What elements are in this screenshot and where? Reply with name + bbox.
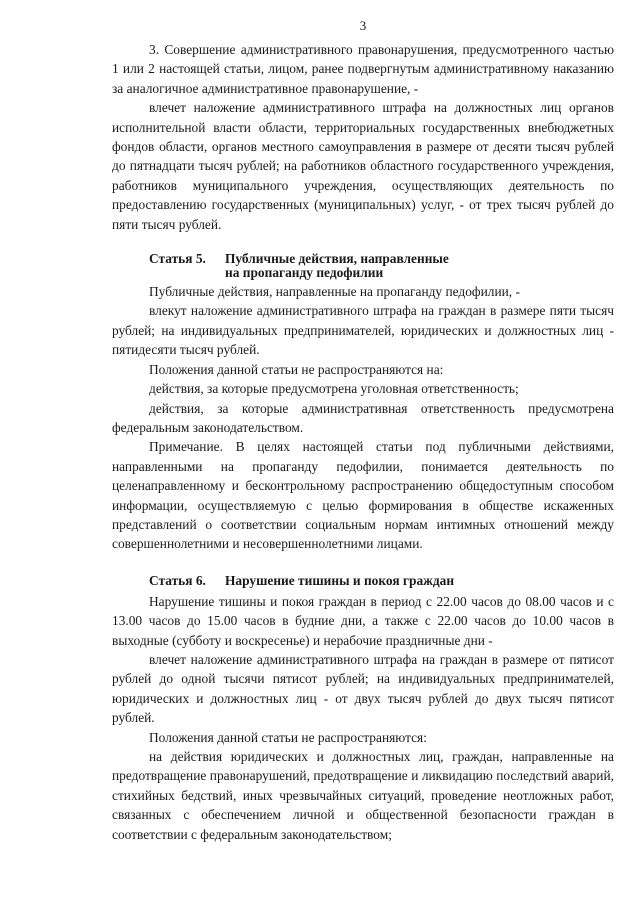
article-6-heading [112, 574, 614, 588]
paragraph: влечет наложение административного штрафа на должностных лиц органов исполнительной власти области, территориальных государственных внебюджетных фондов области, органов местного самоуправления в размере от десяти тысяч рублей до пятнадцати тысяч рублей; на работников областного государственного учреждения, работников муниципального учреждения, осуществляющих деятельность по предоставлению государственных (муниципальных) услуг, - от трех тысяч рублей до пяти тысяч рублей. [112, 100, 614, 232]
paragraph: Нарушение тишины и покоя граждан в период с 22.00 часов до 08.00 часов и с 13.00 часов до 15.00 часов в будние дни, а также с 22.00 часов до 10.00 часов в выходные (субботу и воскресенье) и нерабочие праздничные дни - [112, 593, 614, 648]
paragraph: действия, за которые административная ответственность предусмотрена федеральным законодательством. [112, 400, 614, 435]
article-5-heading [112, 252, 614, 280]
article-6-number: Статья 6. [149, 572, 206, 588]
paragraph: Примечание. В целях настоящей статьи под публичными действиями, направленными на пропаганду педофилии, понимается деятельность по целенаправленному и бесконтрольному распространению общедоступным способом информации, осуществляемую с целью формирования в обществе искаженных представлений о соответствии социальным нормам интимных отношений между совершеннолетними и несовершеннолетними лицами. [112, 439, 614, 552]
article-5-number: Статья 5. [149, 251, 206, 267]
article-5-title-line1: Публичные действия, направленные [225, 251, 449, 267]
article-6-section [112, 574, 614, 844]
paragraph: Положения данной статьи не распространяются на: [149, 361, 444, 377]
intro-section [112, 40, 614, 234]
article-5-section [112, 252, 614, 554]
article-5-title-line2: на пропаганду педофилии [225, 265, 384, 281]
paragraph: Публичные действия, направленные на пропаганду педофилии, - [149, 284, 520, 300]
paragraph: влечет наложение административного штрафа на граждан в размере от пятисот рублей до одной тысячи пятисот рублей; на индивидуальных предпринимателей, юридических и должностных лиц - от двух тысяч рублей до двух тысяч пятисот рублей. [112, 651, 614, 726]
page-number: 3 [359, 18, 367, 33]
article-6-title-line1: Нарушение тишины и покоя граждан [225, 572, 455, 588]
paragraph: 3. Совершение административного правонарушения, предусмотренного частью 1 или 2 настоящей статьи, лицом, ранее подвергнутым административному наказанию за аналогичное административное правонарушение, - [112, 42, 614, 96]
paragraph: действия, за которые предусмотрена уголовная ответственность; [149, 381, 519, 397]
paragraph: на действия юридических и должностных лиц, граждан, направленные на предотвращение правонарушений, предотвращение и ликвидацию последствий аварий, стихийных бедствий, иных чрезвычайных ситуаций, проведение неотложных работ, связанных с обеспечением личной и общественной безопасности граждан в соответствии с федеральным законодательством; [112, 749, 614, 842]
paragraph: влекут наложение административного штрафа на граждан в размере пяти тысяч рублей; на индивидуальных предпринимателей, юридических и должностных лиц - пятидесяти тысяч рублей. [112, 303, 614, 358]
paragraph: Положения данной статьи не распространяются: [149, 729, 427, 745]
